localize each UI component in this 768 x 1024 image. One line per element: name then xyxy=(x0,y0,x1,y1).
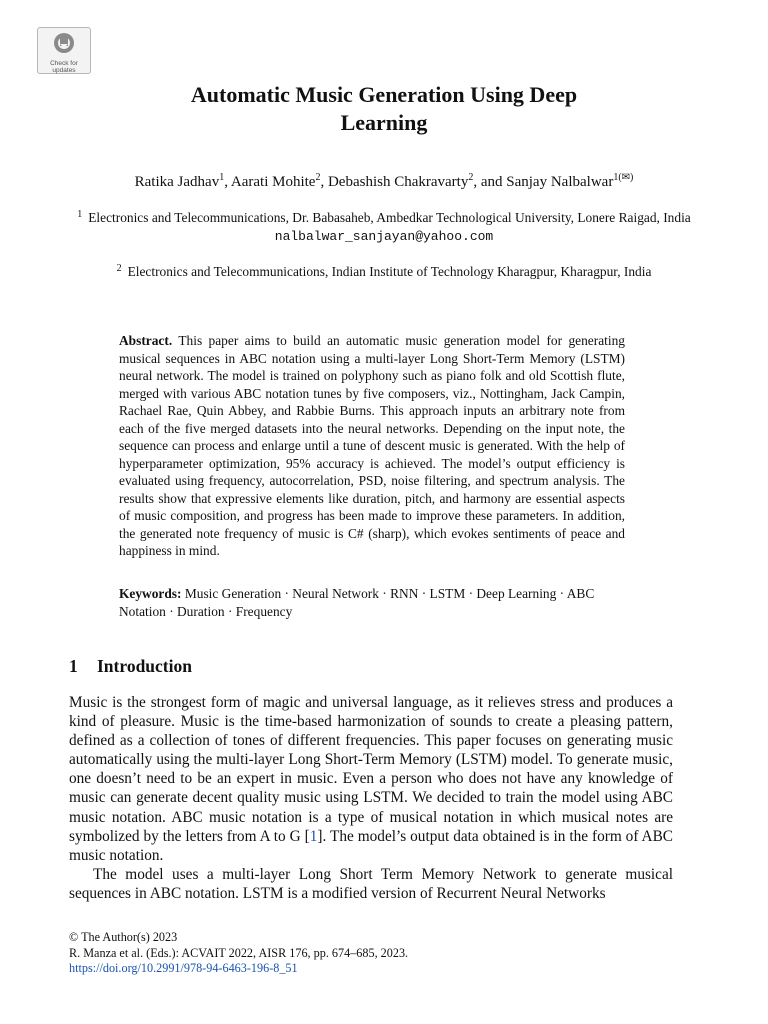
footer xyxy=(69,930,408,977)
paragraph-2: The model uses a multi-layer Long Short Term Memory Network to generate musical sequences in ABC notation. LSTM is a modified version of Recurrent Neural Networks xyxy=(69,865,673,902)
keywords-text: Music Generation · Neural Network · RNN · LSTM · Deep Learning · ABC Notation · Duration · Frequency xyxy=(119,586,595,619)
author-2: Aarati Mohite$^2$, xyxy=(230,172,328,190)
update-check-icon xyxy=(51,31,77,55)
corresponding-email[interactable]: nalbalwar_sanjayan@yahoo.com xyxy=(274,229,494,244)
citation-link[interactable]: 1 xyxy=(309,827,318,845)
title-line-1: Automatic Music Generation Using Deep xyxy=(190,82,578,107)
author-list xyxy=(0,172,768,191)
section-heading xyxy=(69,656,192,677)
citation-line: R. Manza et al. (Eds.): ACVAIT 2022, AISR 176, pp. 674–685, 2023. xyxy=(69,945,409,960)
affiliation-1-text: Electronics and Telecommunications, Dr. Babasaheb, Ambedkar Technological University, Lonere Raigad, India xyxy=(88,210,691,225)
doi-link[interactable]: https://doi.org/10.2991/978-94-6463-196-8_51 xyxy=(69,961,298,975)
affiliation-2: $^2$ Electronics and Telecommunications, Indian Institute of Technology Kharagpur, Kharagpur, India xyxy=(116,263,652,279)
author-1: Ratika Jadhav$^1$, xyxy=(134,172,231,190)
paragraph-1: Music is the strongest form of magic and universal language, as it relieves stress and produces a kind of pleasure. Music is the time-based harmonization of sounds to create a pleasing pattern, defined as a collection of tones of different frequencies. This paper focuses on generating music automatically using the multi-layer Long Short-Term Memory (LSTM) model. To generate music, one doesn’t need to be an expert in music. Even a person who does not have any knowledge of music can generate decent quality music using LSTM. We decided to train the model using ABC music notation. ABC music notation is a type of musical notation in which musical notes are symbolized by the letters from A to G [1]. The model’s output data obtained is in the form of ABC music notation. xyxy=(69,694,673,864)
title-line-2: Learning xyxy=(340,110,428,135)
section-number: 1 xyxy=(69,656,78,676)
keywords-label: Keywords: xyxy=(119,586,182,601)
check-for-updates-badge[interactable] xyxy=(37,27,91,74)
author-3: Debashish Chakravarty$^2$, and xyxy=(327,172,507,190)
body-text xyxy=(69,693,673,903)
author-4: Sanjay Nalbalwar$^{1(✉)}$ xyxy=(506,172,634,190)
section-title: Introduction xyxy=(97,656,192,676)
badge-label: Check for updates xyxy=(50,60,78,74)
copyright: © The Author(s) 2023 xyxy=(69,930,178,944)
affiliation-1: $^1$ Electronics and Telecommunications, Dr. Babasaheb, Ambedkar Technological University, Lonere Raigad, India nalbalwar_sanjayan@yahoo.com xyxy=(77,209,691,244)
abstract-label: Abstract. xyxy=(119,333,173,348)
abstract xyxy=(119,332,625,560)
abstract-text: This paper aims to build an automatic music generation model for generating musical sequences in ABC notation using a multi-layer Long Short-Term Memory (LSTM) neural network. The model is trained on polyphony such as piano folk and old Scottish flute, merged with various ABC notation tunes by five composers, viz., Nottingham, Jack Campin, Rachael Rae, Quin Abbey, and Rabbie Burns. This approach inputs an arbitrary note from each of the five merged datasets into the neural networks. Depending on the input note, the sequence can process and enlarge until a tune of descent music is generated. With the help of hyperparameter optimization, 95% accuracy is achieved. The model’s output efficiency is evaluated using frequency, autocorrelation, PSD, noise filtering, and spectrum analysis. The results show that expressive elements like duration, pitch, and harmony are essential aspects of music composition, and progress has been made to improve these parameters. In addition, the generated note frequency of music is C# (sharp), which evokes sentiments of peace and happiness in mind. xyxy=(119,333,625,558)
paper-title xyxy=(0,81,768,137)
keywords xyxy=(119,585,625,620)
affiliation-2-text: Electronics and Telecommunications, Indian Institute of Technology Kharagpur, Kharagpur, India xyxy=(127,264,652,279)
